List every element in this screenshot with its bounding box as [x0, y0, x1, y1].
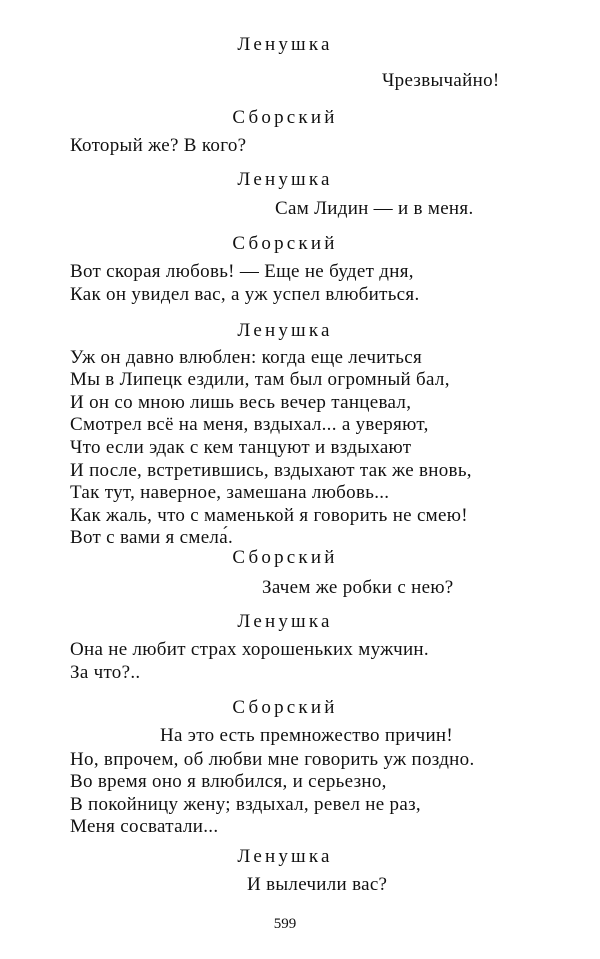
speaker-name: Сборский [232, 697, 338, 718]
speaker-name: Ленушка [237, 611, 333, 632]
dialogue-line: Меня сосватали... [70, 816, 219, 837]
dialogue-line: Сам Лидин — и в меня. [275, 198, 474, 219]
dialogue-line: И вылечили вас? [247, 874, 388, 895]
speaker-name: Ленушка [237, 34, 333, 55]
dialogue-line: И после, встретившись, вздыхают так же вновь, [70, 460, 472, 481]
speaker-name: Сборский [232, 233, 338, 254]
dialogue-line: Как он увидел вас, а уж успел влюбиться. [70, 284, 420, 305]
dialogue-line: За что?.. [70, 662, 141, 683]
speaker-name: Сборский [232, 547, 338, 568]
dialogue-line: Смотрел всё на меня, вздыхал... а уверяют, [70, 414, 429, 435]
speaker-name: Ленушка [237, 169, 333, 190]
dialogue-line: Как жаль, что с маменькой я говорить не смею! [70, 505, 468, 526]
dialogue-line: В покойницу жену; вздыхал, ревел не раз, [70, 794, 421, 815]
dialogue-line: На это есть премножество причин! [160, 725, 454, 746]
dialogue-line: Зачем же робки с нею? [262, 577, 454, 598]
dialogue-line: Уж он давно влюблен: когда еще лечиться [70, 347, 422, 368]
dialogue-line: Во время оно я влюбился, и серьезно, [70, 771, 387, 792]
dialogue-line: Но, впрочем, об любви мне говорить уж поздно. [70, 749, 475, 770]
dialogue-line: Так тут, наверное, замешана любовь... [70, 482, 390, 503]
speaker-name: Ленушка [237, 846, 333, 867]
dialogue-line: И он со мною лишь весь вечер танцевал, [70, 392, 412, 413]
page-number: 599 [273, 916, 297, 932]
dialogue-line: Чрезвычайно! [382, 70, 500, 91]
dialogue-line: Вот скорая любовь! — Еще не будет дня, [70, 261, 414, 282]
dialogue-line: Мы в Липецк ездили, там был огромный бал, [70, 369, 450, 390]
dialogue-line: Вот с вами я смела́. [70, 527, 233, 548]
dialogue-line: Что если эдак с кем танцуют и вздыхают [70, 437, 412, 458]
dialogue-line: Она не любит страх хорошеньких мужчин. [70, 639, 429, 660]
dialogue-line: Который же? В кого? [70, 135, 247, 156]
speaker-name: Сборский [232, 107, 338, 128]
speaker-name: Ленушка [237, 320, 333, 341]
